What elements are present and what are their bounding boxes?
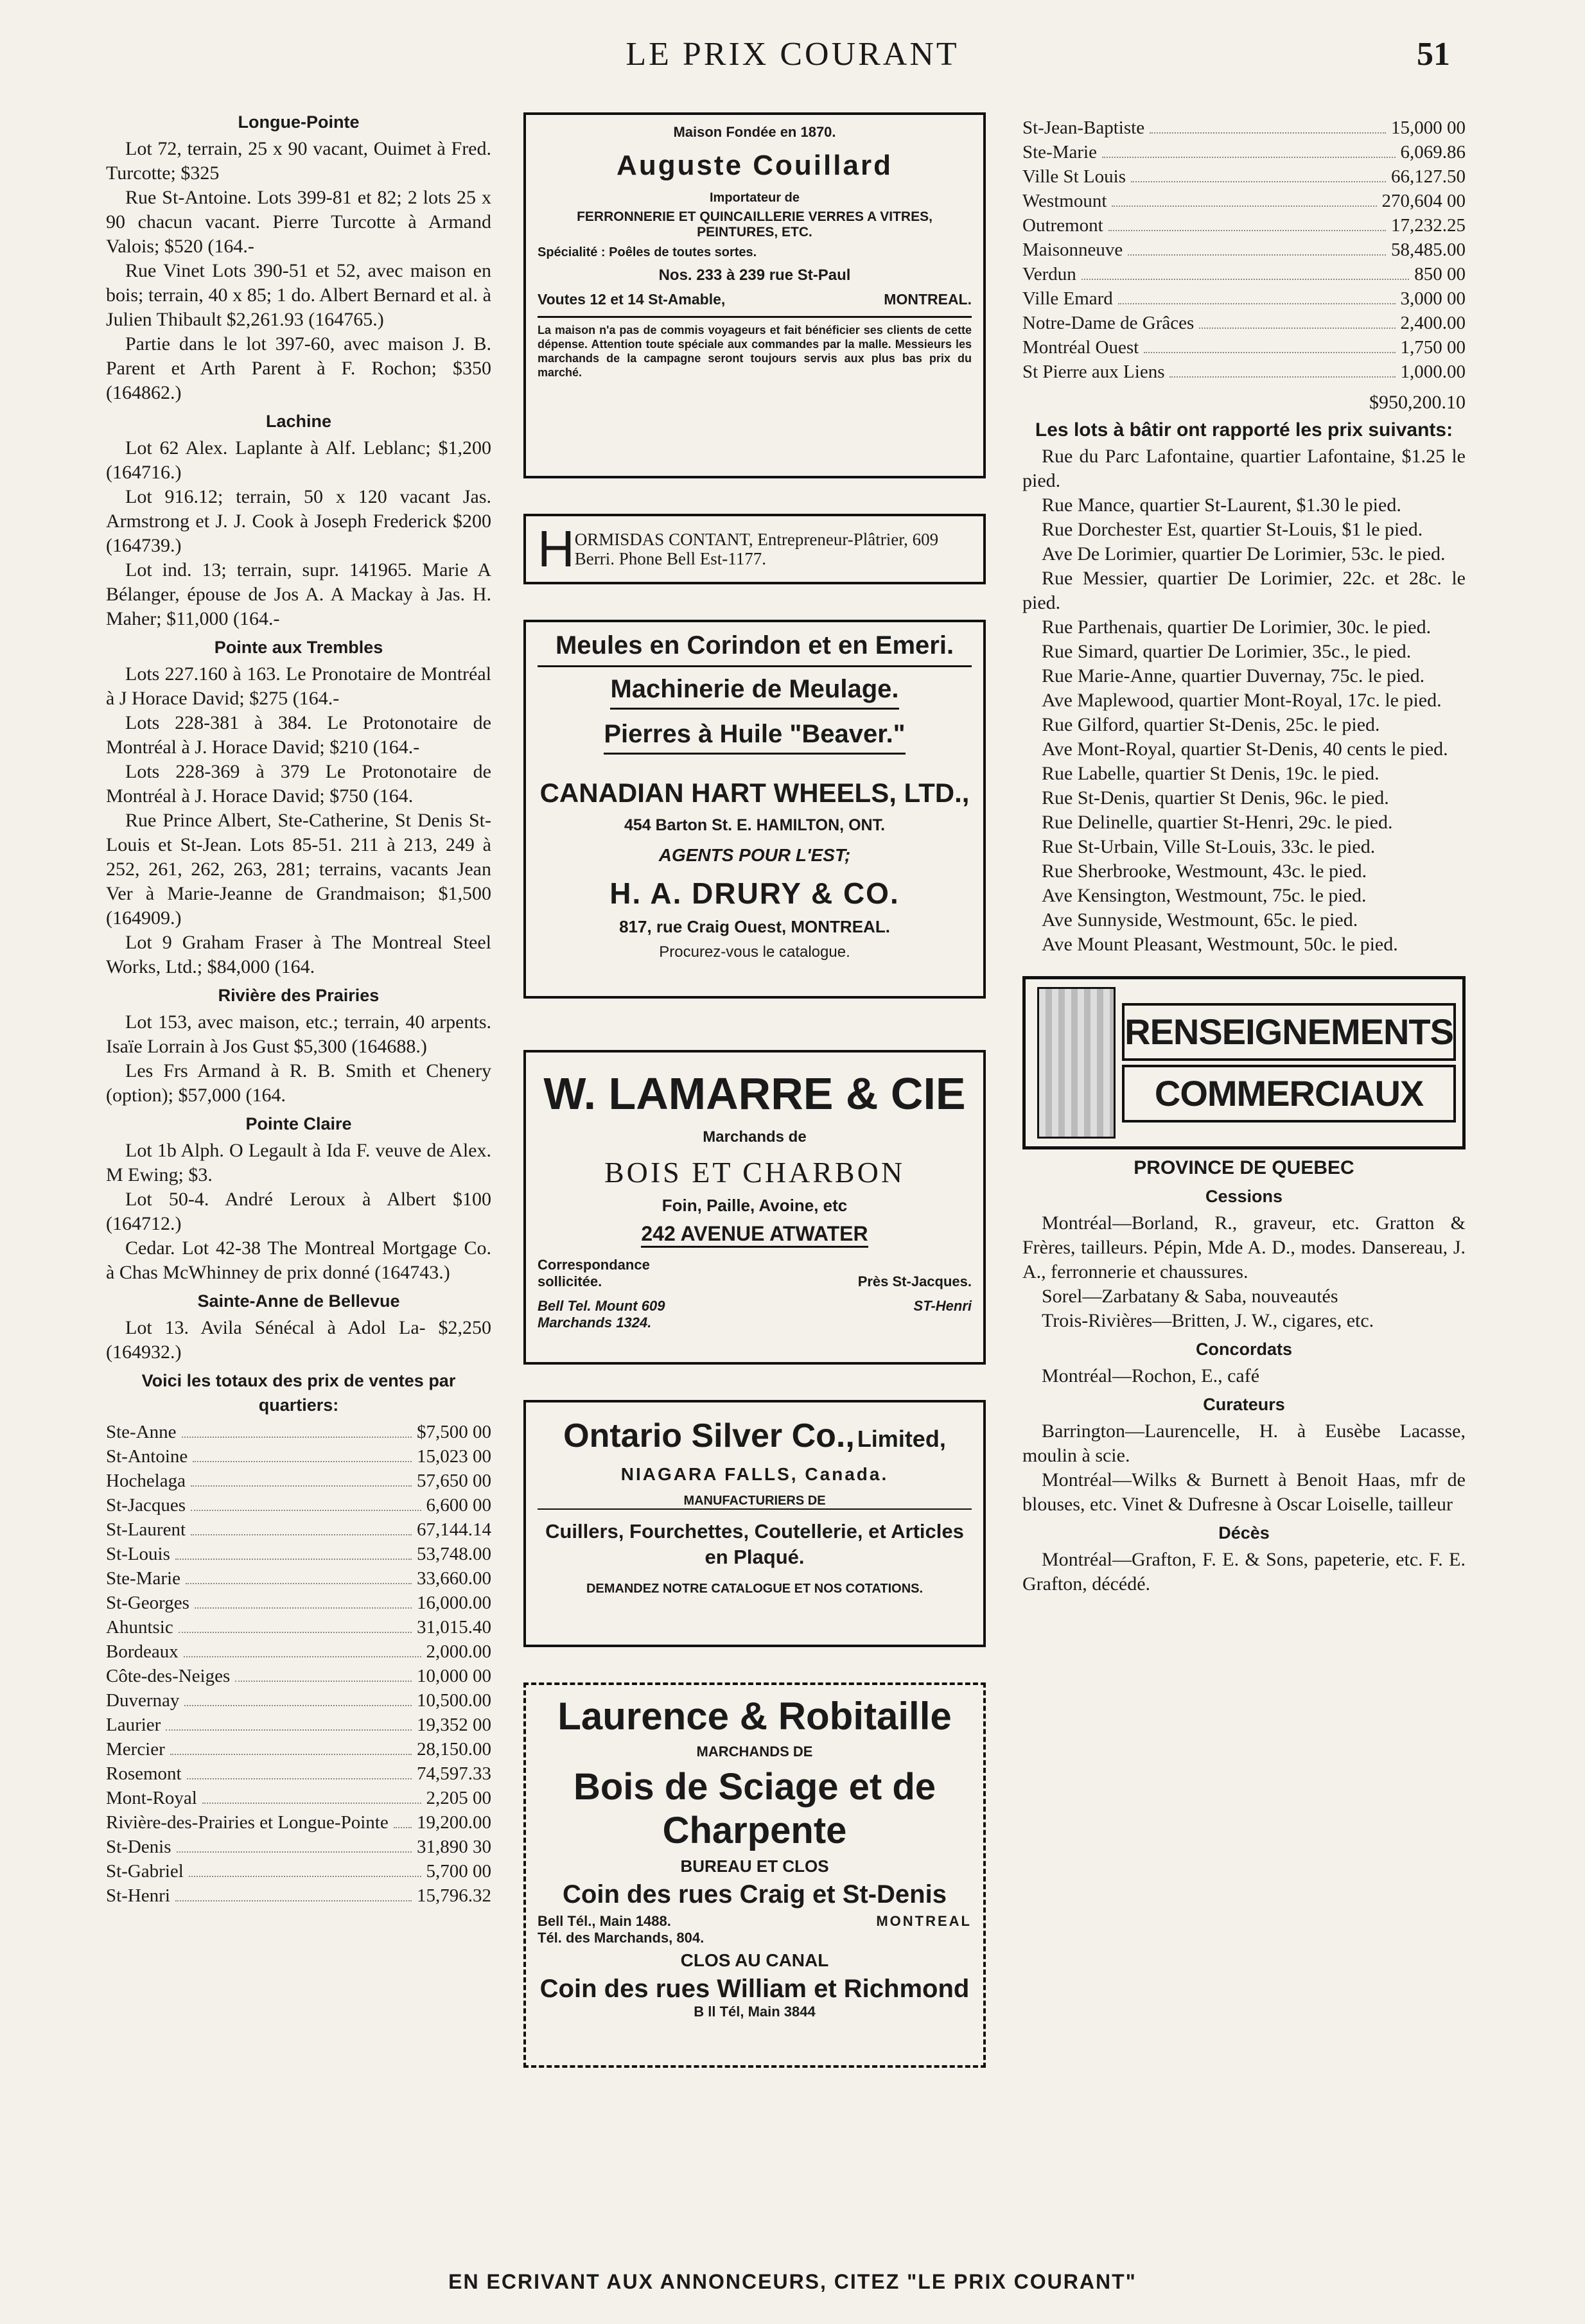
totals-row (1022, 335, 1466, 360)
totals-row (106, 1591, 491, 1615)
page-footer: EN ECRIVANT AUX ANNONCEURS, CITEZ "LE PRIX COURANT" (448, 2270, 1137, 2293)
totals-label: Bordeaux (106, 1641, 179, 1662)
lot-price-entry: Ave Mont-Royal, quartier St-Denis, 40 cents le pied. (1042, 738, 1448, 760)
totals-label: Verdun (1022, 264, 1076, 284)
totals-value: 5,700 00 (426, 1861, 491, 1882)
totals-row (1022, 189, 1466, 213)
totals-label: Laurier (106, 1715, 161, 1735)
ad-address: 817, rue Craig Ouest, MONTREAL. (619, 917, 890, 936)
totals-value: 10,500.00 (417, 1690, 491, 1711)
ad-text: Importateur de (709, 191, 800, 205)
clerk-illustration-icon (1037, 987, 1116, 1139)
totals-row (1022, 262, 1466, 286)
sale-entry: Lot ind. 13; terrain, supr. 141965. Marie A Bélanger, épouse de Jos A. A Mackay à Jas. H. Maher; $11,000 (164.- (106, 559, 491, 629)
notice-entry: Trois-Rivières—Britten, J. W., cigares, etc. (1042, 1310, 1374, 1331)
ad-headline: Pierres à Huile "Beaver." (604, 720, 905, 755)
lot-price-entry: Ave Kensington, Westmount, 75c. le pied. (1042, 885, 1367, 906)
totals-value: 3,000 00 (1400, 288, 1466, 309)
sale-entry: Partie dans le lot 397-60, avec maison J. B. Parent et Arth Parent à F. Rochon; $350 (164862.) (106, 333, 491, 403)
totals-value: 1,750 00 (1400, 337, 1466, 358)
section-heading-pointe-aux-trembles: Pointe aux Trembles (214, 638, 383, 657)
totals-row (1022, 213, 1466, 238)
ad-founded: Maison Fondée en 1870. (673, 124, 836, 140)
section-heading-sainte-anne: Sainte-Anne de Bellevue (197, 1291, 400, 1311)
lot-price-entry: Rue Dorchester Est, quartier St-Louis, $1 le pied. (1042, 519, 1423, 540)
ad-phone: B ll Tél, Main 3844 (694, 2004, 816, 2020)
totals-value: 53,748.00 (417, 1544, 491, 1564)
ad-phone: Bell Tel. Mount 609 (538, 1298, 665, 1314)
sale-entry: Lot 62 Alex. Laplante à Alf. Leblanc; $1,200 (164716.) (106, 437, 491, 483)
totals-value: 850 00 (1414, 264, 1466, 284)
ad-catalogue: Procurez-vous le catalogue. (659, 943, 850, 961)
ad-company-name: Auguste Couillard (617, 150, 893, 181)
curateurs-heading: Curateurs (1203, 1395, 1285, 1414)
totals-row (106, 1542, 491, 1566)
notice-entry: Montréal—Borland, R., graveur, etc. Gratton & Frères, tailleurs. Pépin, Mde A. D., modes. Dansereau, J. A., ferronnerie et chaussures. (1022, 1212, 1466, 1282)
totals-label: St-Antoine (106, 1446, 188, 1467)
sale-entry: Cedar. Lot 42-38 The Montreal Mortgage Co. à Chas McWhinney de prix donné (164743.) (106, 1237, 491, 1283)
sale-entry: Rue Prince Albert, Ste-Catherine, St Denis St-Louis et St-Jean. Lots 85-51. 211 à 213, 249 à 252, 261, 262, 263, 281; terrains, vacants Jean Ver à Marie-Jeanne de Grandmaison; $1,500 (164909.) (106, 810, 491, 929)
lot-price-entry: Rue St-Urbain, Ville St-Louis, 33c. le pied. (1042, 836, 1376, 857)
ad-lamarre (523, 1050, 986, 1365)
lot-price-entry: Rue Marie-Anne, quartier Duvernay, 75c. le pied. (1042, 665, 1425, 686)
totals-row (106, 1688, 491, 1713)
totals-row (1022, 311, 1466, 335)
lot-price-entry: Rue Parthenais, quartier De Lorimier, 30c. le pied. (1042, 616, 1432, 638)
totals-label: St-Gabriel (106, 1861, 184, 1882)
lot-price-entry: Rue Messier, quartier De Lorimier, 22c. et 28c. le pied. (1022, 568, 1466, 613)
totals-value: 15,000 00 (1391, 118, 1466, 138)
totals-label: Mont-Royal (106, 1788, 197, 1808)
left-column (106, 106, 491, 1908)
totals-label: Notre-Dame de Grâces (1022, 313, 1195, 333)
section-heading-lachine: Lachine (265, 412, 332, 431)
totals-label: Maisonneuve (1022, 240, 1123, 260)
totals-value: 58,485.00 (1391, 240, 1466, 260)
notice-entry: Sorel—Zarbatany & Saba, nouveautés (1042, 1286, 1338, 1307)
ad-couillard (523, 112, 986, 478)
totals-row (1022, 238, 1466, 262)
ad-address: Coin des rues William et Richmond (539, 1975, 970, 2003)
totals-value: 74,597.33 (417, 1763, 491, 1784)
ad-company-name: Laurence & Robitaille (557, 1695, 952, 1738)
lot-price-entry: Rue Mance, quartier St-Laurent, $1.30 le pied. (1042, 494, 1401, 516)
sale-entry: Lots 228-369 à 379 Le Protonotaire de Montréal à J. Horace David; $750 (164. (106, 761, 491, 807)
ad-text: Correspondance sollicitée. (538, 1257, 650, 1289)
banner-line: RENSEIGNEMENTS (1122, 1003, 1456, 1061)
section-heading-pointe-claire: Pointe Claire (245, 1114, 352, 1133)
lots-list (1022, 444, 1466, 957)
totals-row (106, 1469, 491, 1493)
totals-value: 67,144.14 (417, 1519, 491, 1540)
totals-value: 66,127.50 (1391, 166, 1466, 187)
totals-row (106, 1444, 491, 1469)
totals-value: 15,796.32 (417, 1885, 491, 1906)
lot-price-entry: Ave Sunnyside, Westmount, 65c. le pied. (1042, 909, 1358, 930)
lot-price-entry: Rue Delinelle, quartier St-Henri, 29c. le pied. (1042, 812, 1393, 833)
totals-value: 1,000.00 (1400, 362, 1466, 382)
lot-price-entry: Rue Labelle, quartier St Denis, 19c. le pied. (1042, 763, 1379, 784)
ad-text: FERRONNERIE ET QUINCAILLERIE VERRES A VITRES, PEINTURES, ETC. (577, 209, 933, 240)
totals-value: 15,023 00 (417, 1446, 491, 1467)
lot-price-entry: Rue Gilford, quartier St-Denis, 25c. le pied. (1042, 714, 1380, 735)
totals-label: St Pierre aux Liens (1022, 362, 1165, 382)
lot-price-entry: Rue Sherbrooke, Westmount, 43c. le pied. (1042, 861, 1367, 882)
totals-row (1022, 360, 1466, 384)
totals-label: St-Jacques (106, 1495, 186, 1516)
ad-canadian-hart-wheels (523, 620, 986, 999)
lot-price-entry: Rue Simard, quartier De Lorimier, 35c., le pied. (1042, 641, 1412, 662)
sale-entry: Les Frs Armand à R. B. Smith et Chenery (option); $57,000 (164. (106, 1060, 491, 1106)
page-number: 51 (1417, 36, 1450, 73)
sale-entry: Rue St-Antoine. Lots 399-81 et 82; 2 lots 25 x 90 chacun vacant. Pierre Turcotte à Armand Valois; $520 (164.- (106, 187, 491, 257)
ad-company-name: CANADIAN HART WHEELS, LTD., (539, 778, 970, 808)
ad-note: La maison n'a pas de commis voyageurs et fait bénéficier ses clients de cette dépense. Attention toute spéciale aux commandes par la malle. Messieurs les marchands de la campagne seront toujours servis aux plus bas prix du marché. (538, 324, 972, 379)
totals-value: $7,500 00 (417, 1422, 491, 1442)
totals-label: Outremont (1022, 215, 1103, 236)
ad-phone: Tél. des Marchands, 804. (538, 1930, 705, 1946)
totals-table (1022, 116, 1466, 384)
totals-value: 17,232.25 (1391, 215, 1466, 236)
notice-entry: Barrington—Laurencelle, H. à Eusèbe Lacasse, moulin à scie. (1022, 1420, 1466, 1466)
ad-text: CLOS AU CANAL (680, 1950, 829, 1970)
sale-entry: Lot 153, avec maison, etc.; terrain, 40 arpents. Isaïe Lorrain à Jos Gust $5,300 (164688.) (106, 1011, 491, 1057)
totals-row (106, 1664, 491, 1688)
sale-entry: Lot 50-4. André Leroux à Albert $100 (164712.) (106, 1189, 491, 1234)
totals-label: St-Louis (106, 1544, 170, 1564)
totals-value: 19,352 00 (417, 1715, 491, 1735)
ad-phone: Marchands 1324. (538, 1315, 652, 1331)
page-header-title: LE PRIX COURANT (626, 36, 959, 73)
sale-entry: Lots 227.160 à 163. Le Pronotaire de Montréal à J Horace David; $275 (164.- (106, 663, 491, 709)
totals-row (106, 1420, 491, 1444)
ad-initial: H (538, 520, 575, 577)
ad-contant (523, 514, 986, 584)
totals-heading: Voici les totaux des prix de ventes par quartiers: (141, 1371, 456, 1415)
ad-laurence-robitaille (523, 1682, 986, 2068)
lot-price-entry: Rue du Parc Lafontaine, quartier Lafontaine, $1.25 le pied. (1022, 446, 1466, 491)
totals-value: 10,000 00 (417, 1666, 491, 1686)
ad-ontario-silver (523, 1400, 986, 1647)
totals-label: Ville Emard (1022, 288, 1113, 309)
ad-city: NIAGARA FALLS, Canada. (620, 1464, 889, 1484)
notice-entry: Montréal—Grafton, F. E. & Sons, papeterie, etc. F. E. Grafton, décédé. (1022, 1549, 1466, 1594)
sale-entry: Lot 1b Alph. O Legault à Ida F. veuve de Alex. M Ewing; $3. (106, 1140, 491, 1185)
totals-value: 16,000.00 (417, 1593, 491, 1613)
province-heading: PROVINCE DE QUEBEC (1134, 1157, 1354, 1178)
right-column (1022, 116, 1466, 1596)
deces-heading: Décès (1218, 1523, 1270, 1542)
lot-price-entry: Rue St-Denis, quartier St Denis, 96c. le pied. (1042, 787, 1389, 808)
ad-text: Spécialité : Poêles de toutes sortes. (538, 245, 757, 259)
cessions-heading: Cessions (1205, 1187, 1283, 1206)
ad-goods: BOIS ET CHARBON (604, 1156, 906, 1189)
concordats-heading: Concordats (1195, 1340, 1293, 1359)
totals-label: Côte-des-Neiges (106, 1666, 231, 1686)
sale-entry: Lot 13. Avila Sénécal à Adol La- $2,250 (164932.) (106, 1317, 491, 1363)
totals-label: Ahuntsic (106, 1617, 173, 1638)
ad-address: Voutes 12 et 14 St-Amable, (538, 291, 726, 308)
totals-label: Rosemont (106, 1763, 182, 1784)
ad-headline: Meules en Corindon et en Emeri. (538, 631, 972, 667)
totals-label: Ville St Louis (1022, 166, 1126, 187)
sale-entry: Lot 916.12; terrain, 50 x 120 vacant Jas. Armstrong et J. J. Cook à Joseph Frederick $200 (164739.) (106, 486, 491, 556)
totals-label: Mercier (106, 1739, 165, 1760)
sale-entry: Lot 72, terrain, 25 x 90 vacant, Ouimet à Fred. Turcotte; $325 (106, 138, 491, 184)
totals-row (1022, 116, 1466, 140)
totals-row (106, 1566, 491, 1591)
ad-headline: Machinerie de Meulage. (610, 675, 898, 710)
ad-text: Foin, Paille, Avoine, etc (661, 1196, 848, 1215)
totals-row (106, 1786, 491, 1810)
totals-value: 2,205 00 (426, 1788, 491, 1808)
totals-value: 33,660.00 (417, 1568, 491, 1589)
ad-address: 454 Barton St. E. HAMILTON, ONT. (624, 816, 886, 834)
totals-row (106, 1835, 491, 1859)
totals-value: 2,400.00 (1400, 313, 1466, 333)
totals-value: 31,890 30 (417, 1837, 491, 1857)
ad-city: MONTREAL (876, 1913, 972, 1929)
ad-agents: AGENTS POUR L'EST; (658, 845, 851, 865)
totals-label: Hochelaga (106, 1471, 186, 1491)
ad-city: MONTREAL. (884, 291, 972, 308)
lot-price-entry: Ave Mount Pleasant, Westmount, 50c. le pied. (1042, 934, 1398, 955)
ad-catalogue: DEMANDEZ NOTRE CATALOGUE ET NOS COTATIONS. (586, 1582, 924, 1596)
totals-row (106, 1883, 491, 1908)
totals-value: 57,650 00 (417, 1471, 491, 1491)
banner-line: COMMERCIAUX (1122, 1065, 1456, 1123)
ad-text: Marchands de (703, 1128, 807, 1146)
totals-row (106, 1517, 491, 1542)
totals-value: 6,069.86 (1400, 142, 1466, 162)
ad-address: Coin des rues Craig et St-Denis (563, 1880, 947, 1909)
ad-company-suffix: Limited, (857, 1426, 946, 1452)
totals-row (106, 1615, 491, 1639)
section-heading-riviere-des-prairies: Rivière des Prairies (218, 986, 380, 1005)
ad-company-name: Ontario Silver Co., (563, 1417, 855, 1455)
sale-entry: Lot 9 Graham Fraser à The Montreal Steel Works, Ltd.; $84,000 (164. (106, 932, 491, 977)
totals-label: St-Henri (106, 1885, 170, 1906)
totals-value: 270,604 00 (1381, 191, 1466, 211)
totals-row (106, 1493, 491, 1517)
ad-phone: ST-Henri (913, 1298, 972, 1314)
totals-label: Ste-Marie (106, 1568, 180, 1589)
ads-column (523, 112, 986, 2103)
totals-row (106, 1639, 491, 1664)
totals-label: Duvernay (106, 1690, 180, 1711)
lot-price-entry: Ave Maplewood, quartier Mont-Royal, 17c. le pied. (1042, 690, 1442, 711)
ad-text: MARCHANDS DE (696, 1743, 813, 1760)
lot-price-entry: Ave De Lorimier, quartier De Lorimier, 53c. le pied. (1042, 543, 1446, 564)
totals-value: 31,015.40 (417, 1617, 491, 1638)
totals-row (1022, 140, 1466, 164)
totals-row (1022, 164, 1466, 189)
notice-entry: Montréal—Rochon, E., café (1042, 1365, 1260, 1386)
renseignements-banner (1022, 976, 1466, 1149)
totals-row (106, 1713, 491, 1737)
totals-label: St-Denis (106, 1837, 171, 1857)
totals-table (106, 1420, 491, 1908)
totals-value: 6,600 00 (426, 1495, 491, 1516)
totals-value: 28,150.00 (417, 1739, 491, 1760)
totals-label: Ste-Marie (1022, 142, 1097, 162)
grand-total: $950,200.10 (1369, 392, 1466, 413)
ad-company-name: W. LAMARRE & CIE (543, 1069, 966, 1119)
section-heading-longue-pointe: Longue-Pointe (238, 112, 360, 132)
totals-label: St-Laurent (106, 1519, 186, 1540)
ad-goods: Bois de Sciage et de Charpente (573, 1766, 936, 1851)
totals-row (106, 1859, 491, 1883)
totals-row (106, 1810, 491, 1835)
totals-label: Westmount (1022, 191, 1107, 211)
ad-text: ORMISDAS CONTANT, Entrepreneur-Plâtrier, 609 Berri. Phone Bell Est-1177. (574, 530, 939, 568)
ad-agent-name: H. A. DRURY & CO. (609, 877, 900, 910)
totals-row (106, 1761, 491, 1786)
ad-phone: Bell Tél., Main 1488. (538, 1913, 671, 1929)
ad-address: 242 AVENUE ATWATER (641, 1222, 868, 1248)
ad-goods: Cuillers, Fourchettes, Coutellerie, et Articles en Plaqué. (545, 1520, 964, 1568)
totals-row (1022, 286, 1466, 311)
totals-label: St-Georges (106, 1593, 189, 1613)
sale-entry: Rue Vinet Lots 390-51 et 52, avec maison en bois; terrain, 40 x 85; 1 do. Albert Bernard et al. à Julien Thibault $2,261.93 (164765.) (106, 260, 491, 330)
ad-text: MANUFACTURIERS DE (538, 1494, 972, 1510)
notice-entry: Montréal—Wilks & Burnett à Benoit Haas, mfr de blouses, etc. Vinet & Dufresne à Oscar Loiselle, tailleur (1022, 1469, 1466, 1515)
sale-entry: Lots 228-381 à 384. Le Protonotaire de Montréal à J. Horace David; $210 (164.- (106, 712, 491, 758)
totals-row (106, 1737, 491, 1761)
totals-label: Rivière-des-Prairies et Longue-Pointe (106, 1812, 389, 1833)
totals-label: Ste-Anne (106, 1422, 177, 1442)
ad-text: Près St-Jacques. (857, 1273, 972, 1289)
totals-label: St-Jean-Baptiste (1022, 118, 1145, 138)
totals-label: Montréal Ouest (1022, 337, 1139, 358)
totals-value: 2,000.00 (426, 1641, 491, 1662)
lots-heading: Les lots à bâtir ont rapporté les prix suivants: (1035, 419, 1453, 441)
ad-address: Nos. 233 à 239 rue St-Paul (658, 266, 851, 284)
totals-value: 19,200.00 (417, 1812, 491, 1833)
ad-text: BUREAU ET CLOS (680, 1857, 829, 1876)
